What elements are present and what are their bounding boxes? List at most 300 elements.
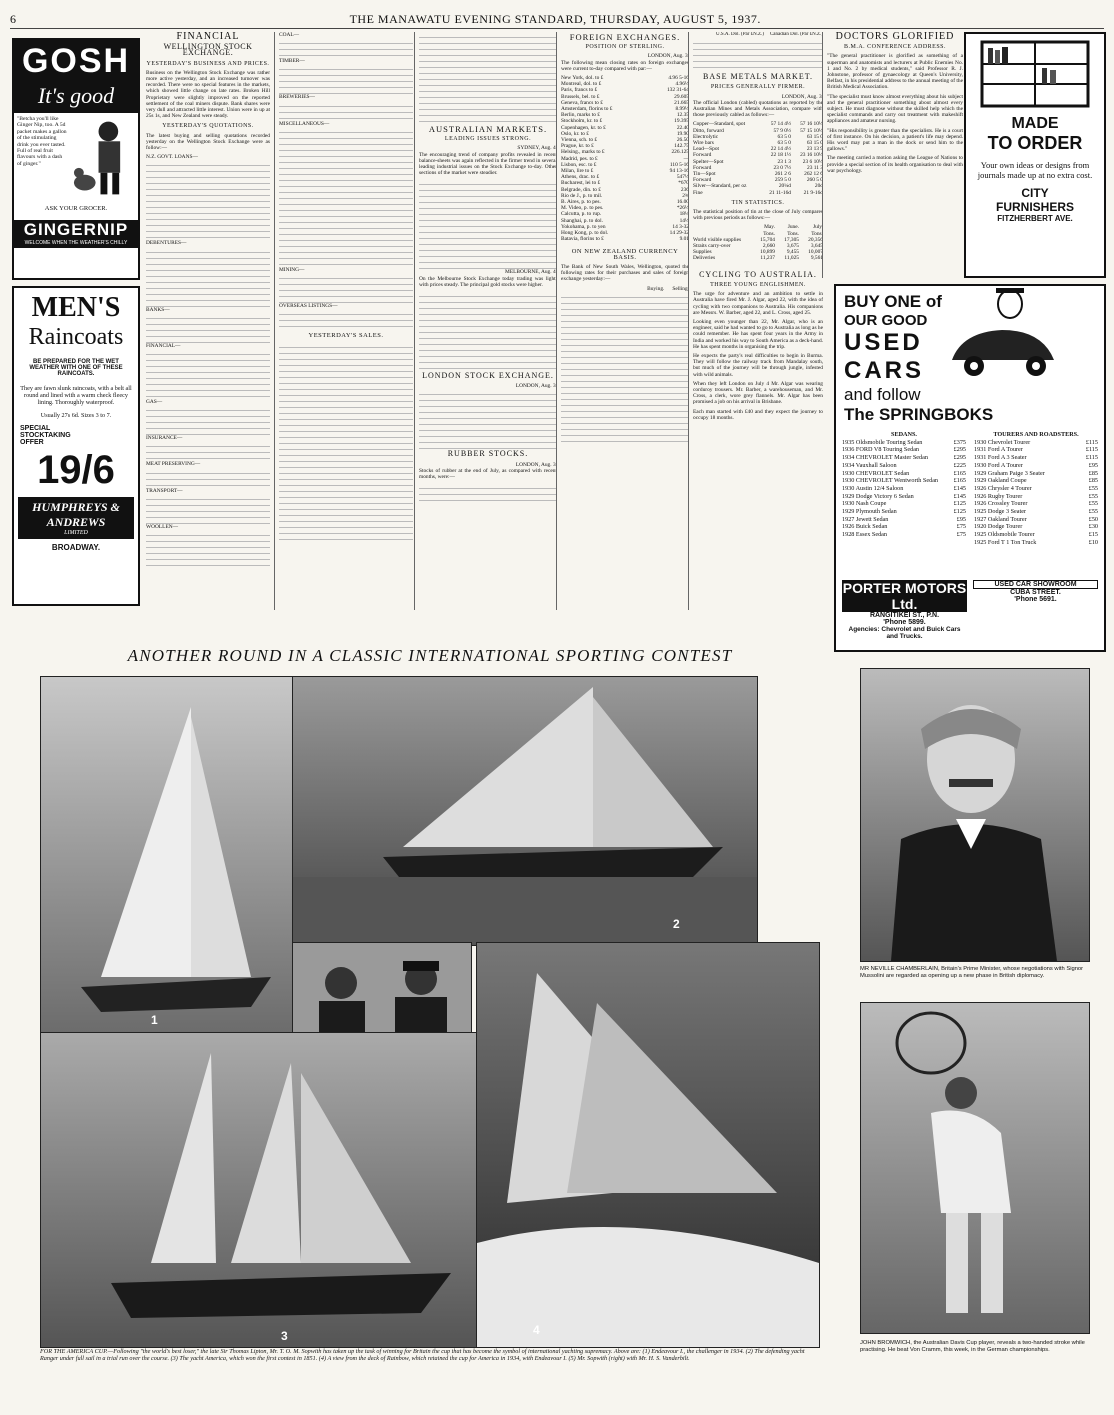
exchange-place: Stockholm, kr. to £ [561, 118, 603, 125]
car-price: £125 [953, 508, 966, 516]
photo-bromwich [860, 1002, 1090, 1334]
melbourne-dateline: MELBOURNE, Aug. 4. [505, 269, 557, 276]
car-row [974, 493, 1098, 501]
quotation-section: BANKS— [146, 306, 170, 313]
metal-jul30: 21 11-16d [769, 189, 791, 196]
base-metals-subtitle: PRICES GENERALLY FIRMER. [710, 84, 806, 91]
quotation-section: MISCELLANEOUS— [279, 120, 330, 127]
quotation-section: TRANSPORT— [146, 487, 183, 494]
foreign-intro: The following mean closing rates on foreign exchanges were current to-day compared with par:— [561, 59, 689, 72]
exchange-rate: 236 [680, 186, 689, 193]
exchange-place: Batavia, florins to £ [561, 236, 604, 243]
tin-value: 11,025 [784, 255, 799, 262]
gosh-body: "Betcha you'll like Ginger Nip, too. A 5d packet makes a gallon of the stimulating drink you ever tasted. Full of real fruit flavours with a dash of ginger." [17, 116, 67, 167]
car-price: £125 [953, 500, 966, 508]
dealer-address: RANGITIKEI ST., P.N. [869, 612, 940, 619]
quotation-section: MINING— [279, 266, 305, 273]
car-name: 1930 Austin 12/4 Saloon [842, 484, 904, 492]
tin-statistics-text: The statistical position of tin at the close of July compares with previous periods as follows:— [693, 209, 823, 222]
metal-name: Forward [693, 164, 712, 171]
metal-jul30: 57 9 0½ [773, 127, 791, 134]
rubber-stocks-title: RUBBER STOCKS. [447, 449, 529, 459]
nz-currency-text: The Bank of New South Wales, Wellington, quoted the following rates for their purchases and sales of foreign exchange yesterday:— [561, 263, 689, 283]
metal-aug3: 23 13 9 [806, 146, 823, 153]
metal-jul30: 23 0 7½ [773, 164, 791, 171]
shop-limited: LIMITED [64, 530, 88, 536]
rubber-dateline: LONDON, Aug. 3. [515, 461, 557, 468]
car-row [974, 477, 1098, 485]
base-metals-title: BASE METALS MARKET. [703, 72, 813, 82]
exchange-place: Yokohama, p. to yen [561, 223, 606, 230]
car-row [974, 462, 1098, 470]
cars-line-2: OUR GOOD [844, 312, 928, 329]
car-price: £50 [1088, 515, 1098, 523]
tin-col-header: July. Tons. [811, 224, 823, 237]
metal-name: Lead—Spot [693, 146, 720, 153]
stock-exchange-intro: Business on the Wellington Stock Exchange was rather more active yesterday, and an increased turnover was recorded. There were no special features in the markets, which showed little change on late rates. Broken Hill Proprietary were slightly improved on the reported settlement of the coal miners dispute. Bank shares were very dull and attracted little interest. Union were in up at 25s 1s, and New Zealand were steady. [146, 69, 270, 120]
boy-with-dog-illustration [71, 113, 138, 203]
photo-rainbow-deck [476, 942, 820, 1348]
car-price: £295 [953, 446, 966, 454]
quotations-note: The latest buying and selling quotations recorded yesterday on the Wellington Stock Exchange were as follow:— [146, 132, 270, 152]
car-price: £115 [1085, 454, 1098, 462]
exchange-rate: 4.96½ [675, 81, 689, 88]
shop-street: BROADWAY. [51, 543, 101, 552]
metal-jul30: 20¼d [778, 183, 791, 190]
tin-header-spacer [693, 224, 751, 236]
raincoats-desc: They are fawn slunk raincoats, with a belt all round and lined with a warm check fleecy lining. Thoroughly waterproof. [20, 385, 132, 406]
quotation-section: OVERSEAS LISTINGS— [279, 303, 338, 310]
tin-value: 2,660 [762, 243, 775, 250]
rubber-text: Stocks of rubber at the end of July, as compared with recent months, were:— [419, 467, 557, 481]
tin-value: 10,899 [760, 249, 775, 256]
stock-exchange-subtitle: YESTERDAY'S BUSINESS AND PRICES. [146, 60, 270, 67]
tin-col-header: May. Tons. [763, 224, 775, 237]
cycling-paragraph: The urge for adventure and an ambition to settle in Australia have fired Mr. J. Algar, aged 22, with the idea of cycling with two companions to Australia. His companions are Messrs. W. Barber, aged 22, and L. Cross, aged 25. [693, 291, 823, 316]
exchange-place: New York, dol. to £ [561, 75, 604, 82]
car-row [842, 439, 966, 447]
cars-line-4: CARS [844, 357, 925, 384]
metals-table [693, 121, 823, 195]
exchange-rate: — [683, 155, 689, 162]
furnishers-headline-2: TO ORDER [987, 133, 1083, 153]
bookcase-illustration [972, 38, 1098, 110]
tin-statistics-title: TIN STATISTICS. [731, 199, 785, 206]
metal-jul30: 22 18 1½ [770, 152, 791, 159]
springbok-driver-illustration [942, 286, 1062, 382]
gosh-footer: ASK YOUR GROCER. [44, 205, 108, 212]
furnishers-ad [964, 32, 1106, 278]
car-name: 1936 FORD V8 Touring Sedan [842, 446, 920, 454]
car-price: £95 [956, 515, 966, 523]
quotation-section: DEBENTURES— [146, 240, 187, 247]
financial-header: FINANCIAL [176, 32, 240, 42]
metal-name: Forward [693, 152, 712, 159]
raincoats-price: 19/6 [37, 448, 115, 492]
car-name: 1929 Dodge Victory 6 Sedan [842, 492, 914, 500]
tin-table [693, 224, 823, 261]
tin-value: 9,561 [810, 255, 823, 262]
tin-value: 20,356 [808, 236, 823, 243]
quotations-column-2 [274, 32, 413, 610]
car-price: £75 [956, 523, 966, 531]
sales-title: YESTERDAY'S SALES. [308, 332, 384, 340]
exchange-rate: 29.605 [674, 93, 689, 100]
car-row [974, 446, 1098, 454]
car-name: 1929 Oakland Coupe [974, 477, 1027, 485]
foreign-exchanges-column [556, 32, 689, 610]
tourers-title: TOURERS AND ROADSTERS. [993, 431, 1079, 438]
car-row [842, 470, 966, 478]
exchange-place: Milan, lire to £ [561, 168, 594, 175]
car-price: £115 [1085, 438, 1098, 446]
sydney-dateline: SYDNEY, Aug. 4. [517, 145, 557, 152]
usa-dollar-header: U.S.A. Dol. (Par £N.Z.) [716, 32, 764, 37]
financial-column [146, 32, 270, 610]
humphreys-andrews-logo [18, 497, 134, 539]
shop-name: HUMPHREYS & ANDREWS [32, 500, 120, 529]
car-row [842, 454, 966, 462]
foreign-dateline: LONDON, Aug. 3. [647, 53, 689, 60]
metal-aug3: 57 15 10½ [800, 127, 823, 134]
photo-label: 1 [151, 1013, 158, 1027]
exchange-place: Rio de J., p. to mil. [561, 192, 603, 199]
tin-value: 11,237 [760, 255, 775, 262]
tourers-list [974, 439, 1098, 547]
car-name: 1926 Crossley Tourer [974, 500, 1028, 508]
car-price: £295 [953, 454, 966, 462]
exchange-rate: 2¾ [682, 192, 689, 199]
gosh-ad [12, 38, 140, 280]
metal-aug3: 57 16 10½ [800, 121, 823, 128]
metal-aug3: 23 6 10½ [802, 158, 823, 165]
photo-chamberlain [860, 668, 1090, 962]
nz-col-buying: Buying. [647, 285, 665, 292]
tin-label: Supplies [693, 249, 712, 256]
exchange-place: B. Aires, p. to pes. [561, 199, 601, 206]
car-name: 1930 Ford A Tourer [974, 461, 1023, 469]
car-name: 1929 Plymouth Sedan [842, 508, 897, 516]
car-row [974, 516, 1098, 524]
page-number: 6 [10, 11, 17, 26]
metal-row [693, 190, 823, 196]
exchange-place: Bucharest, lei to £ [561, 180, 601, 187]
exchange-place: Geneva, francs to £ [561, 99, 603, 106]
exchange-place: Brussels, bel. to £ [561, 93, 600, 100]
feature-caption: FOR THE AMERICA CUP.—Following "the world's best loser," the late Sir Thomas Lipton, Mr. T. O. M. Sopwith has taken up the task of winning for Britain the cup that has become the symbol of international yachting supremacy. Above are: (1) Endeavour I., the challenger in 1934. (2) The defending yacht Ranger under full sail in a trial run over the course. (3) The yacht America, which won the first contest in 1851. (4) A view from the deck of Rainbow, which retained the cup for America in 1934, with Endeavour I. (5) Mr. Sopwith (right) with Mr. H. S. Vanderbilt. [40, 1348, 805, 1363]
metal-jul30: 22 14 4½ [770, 146, 791, 153]
exchange-rate: 110 5-16 [669, 161, 689, 168]
car-name: 1925 Ford T 1 Ton Truck [974, 538, 1037, 546]
car-row [974, 454, 1098, 462]
metal-jul30: 261 2 6 [774, 171, 791, 178]
exchange-place: Hong Kong, p. to dol. [561, 230, 609, 237]
exchange-place: Shanghai, p. to dol. [561, 217, 603, 224]
car-row [974, 539, 1098, 547]
car-name: 1931 Ford A Tourer [974, 446, 1023, 454]
tin-value: 9,455 [786, 249, 799, 256]
exchange-place: Athens, drac. to £ [561, 174, 600, 181]
exchange-rate: 9.01 [679, 236, 689, 243]
tin-value: 3,675 [786, 243, 799, 250]
car-price: £95 [1088, 461, 1098, 469]
exchange-rate: 22.40 [676, 124, 689, 131]
raincoats-title-1: MEN'S [31, 292, 121, 323]
exchange-rate: 132 31-64 [666, 87, 689, 94]
tin-label: Deliveries [693, 255, 716, 262]
car-name: 1927 Oakland Tourer [974, 515, 1027, 523]
exchange-rate: 94 13-16 [669, 168, 689, 175]
australian-markets-title: AUSTRALIAN MARKETS. [428, 124, 548, 134]
sedans-title: SEDANS. [891, 431, 917, 438]
exchange-rate: 21.665 [674, 99, 689, 106]
car-price: £145 [953, 492, 966, 500]
metal-aug3: 23 11 3 [807, 164, 823, 171]
raincoats-pitch: BE PREPARED FOR THE WET WEATHER WITH ONE OF THESE RAINCOATS. [29, 359, 123, 377]
car-row [974, 470, 1098, 478]
exchange-rate: *670 [678, 180, 689, 187]
doctors-column [822, 32, 963, 278]
photo-label: 3 [281, 1329, 288, 1343]
cycling-paragraph: Each man started with £40 and they expect the journey to occupy 18 months. [693, 408, 823, 421]
car-name: 1927 Jewett Sedan [842, 515, 889, 523]
photo-label: 4 [533, 1323, 540, 1337]
chamberlain-caption: MR NEVILLE CHAMBERLAIN, Britain's Prime Minister, whose negotiations with Signor Mussolini are regarded as opening up a new phase in British diplomacy. [860, 966, 1084, 980]
exchange-rate: 8.99½ [675, 106, 689, 113]
car-name: 1920 Dodge Tourer [974, 523, 1023, 531]
exchange-place: Calcutta, p. to rup. [561, 211, 602, 218]
sedans-list [842, 439, 966, 539]
furnishers-body: Your own ideas or designs from journals made up at no extra cost. [977, 160, 1093, 180]
used-cars-ad [834, 284, 1106, 652]
showroom-title: USED CAR SHOWROOM [973, 580, 1098, 589]
car-row [842, 516, 966, 524]
car-row [974, 485, 1098, 493]
tin-col-header: June. Tons. [787, 224, 799, 237]
car-name: 1929 Graham Paige 3 Seater [974, 469, 1045, 477]
australian-markets-subtitle: LEADING ISSUES STRONG. [444, 136, 532, 143]
car-price: £30 [1088, 523, 1098, 531]
car-name: 1934 Vauxhall Saloon [842, 461, 897, 469]
quotation-section: WOOLLEN— [146, 523, 179, 530]
metals-dateline: LONDON, Aug. 3. [781, 93, 823, 100]
car-price: £85 [1088, 469, 1098, 477]
quotation-section: INSURANCE— [146, 435, 183, 442]
car-price: £55 [1088, 492, 1098, 500]
dealer-agencies: Agencies: Chevrolet and Buick Cars and Trucks. [848, 626, 961, 640]
canada-dollar-header: Canadian Dol. (Par £N.Z.) [769, 32, 823, 37]
metal-aug3: 20d [814, 183, 823, 190]
metal-aug3: 63 15 0 [806, 140, 823, 147]
car-price: £55 [1088, 508, 1098, 516]
exchange-rate: 14 29-32 [669, 230, 689, 237]
metal-jul30: 57 14 4½ [770, 121, 791, 128]
car-row [842, 493, 966, 501]
london-exchange-title: LONDON STOCK EXCHANGE. [422, 371, 554, 381]
cycling-title: CYCLING TO AUSTRALIA. [699, 269, 817, 279]
showroom-address: CUBA STREET. [1010, 589, 1061, 596]
metal-name: Copper—Standard, spot [693, 121, 746, 128]
doctors-paragraph: The meeting carried a motion asking the League of Nations to provide a special section of its health organisation to deal with war psychology. [827, 155, 963, 174]
furnishers-headline-1: MADE [1011, 115, 1059, 132]
tin-label: Straits carry-over [693, 243, 731, 250]
photo-endeavour [40, 676, 294, 1034]
car-name: 1930 CHEVROLET Sedan [842, 469, 910, 477]
car-name: 1930 Chevrolet Tourer [974, 438, 1031, 446]
car-row [842, 446, 966, 454]
car-name: 1928 Essex Sedan [842, 531, 888, 539]
metal-aug3: 262 12 6 [804, 171, 823, 178]
car-price: £225 [953, 461, 966, 469]
gosh-brand: GOSH [14, 40, 138, 83]
newspaper-title: THE MANAWATU EVENING STANDARD, THURSDAY, AUGUST 5, 1937. [349, 11, 761, 26]
exchange-place: Berlin, marks to £ [561, 112, 600, 119]
car-price: £115 [1085, 446, 1098, 454]
car-row [842, 523, 966, 531]
metal-name: Wire bars [693, 140, 714, 147]
raincoats-ad [12, 286, 140, 606]
metal-jul30: 259 5 0 [774, 177, 791, 184]
exchange-rate: 142.75 [674, 143, 689, 150]
quotation-section: COAL— [279, 32, 300, 38]
car-price: £15 [1088, 531, 1098, 539]
markets-column [414, 32, 557, 610]
car-price: £165 [953, 469, 966, 477]
quotation-section: FINANCIAL— [146, 342, 181, 349]
cycling-paragraph: He expects the party's real difficulties to begin in Burma. They will follow the railway track from Mandalay south, but much of the journey will be through jungle, infested with wild animals. [693, 352, 823, 378]
exchange-row [561, 236, 689, 242]
car-row [842, 462, 966, 470]
car-row [974, 439, 1098, 447]
car-row [842, 531, 966, 539]
car-price: £55 [1088, 484, 1098, 492]
masthead [10, 10, 1104, 29]
car-name: 1926 Rugby Tourer [974, 492, 1023, 500]
quotation-section: MEAT PRESERVING— [146, 461, 201, 468]
car-row [974, 500, 1098, 508]
exchange-place: M. Video, p. to pes. [561, 205, 604, 212]
exchange-place: Madrid, pes. to £ [561, 155, 598, 162]
furnishers-address: FITZHERBERT AVE. [997, 214, 1073, 223]
quotation-sections [146, 154, 270, 570]
melbourne-report: On the Melbourne Stock Exchange today trading was light, with prices steady. The principal gold stocks were higher. [419, 275, 557, 288]
car-row [974, 523, 1098, 531]
dealer-name: PORTER MOTORS Ltd. [842, 580, 967, 612]
tin-value: 3,645 [810, 243, 823, 250]
doctors-paragraph: "The general practitioner is glorified as something of a superman and anatomists and lecturers at Public Enemies No. 1 and No. 2 by medical students," said Professor R. J. Johnstone, professor of gynaecology at Queen's University, Belfast, in his presidential address to the annual meeting of the British Medical Association. [827, 53, 963, 91]
exchange-rate: 19.395 [674, 118, 689, 125]
dealer-phone: 'Phone 5899. [883, 619, 926, 626]
metal-jul30: 63 5 0 [777, 140, 791, 147]
cycling-subtitle: THREE YOUNG ENGLISHMEN. [710, 281, 806, 288]
exchange-rate: 19.90 [676, 130, 689, 137]
car-row [974, 508, 1098, 516]
exchange-place: Vienna, sch. to £ [561, 137, 598, 144]
exchange-place: Belgrade, din. to £ [561, 186, 601, 193]
quotation-section: TIMBER— [279, 58, 305, 65]
exchange-place: Helsing., marks to £ [561, 149, 605, 156]
photo-label: 2 [673, 917, 680, 931]
metal-name: Ditto, forward [693, 127, 724, 134]
stock-exchange-title: WELLINGTON STOCK EXCHANGE. [163, 42, 253, 58]
exchange-place: Amsterdam, florins to £ [561, 106, 613, 113]
exchange-rate: *26½ [676, 205, 689, 212]
cars-line-6: The SPRINGBOKS [844, 405, 994, 424]
gosh-tagline: It's good [14, 83, 138, 113]
feature-headline: ANOTHER ROUND IN A CLASSIC INTERNATIONAL SPORTING CONTEST [127, 646, 733, 665]
metal-jul30: 23 1 3 [777, 158, 791, 165]
metal-aug3: 63 15 0 [806, 133, 823, 140]
metal-aug3: 23 16 10½ [800, 152, 823, 159]
metal-name: Fine [693, 189, 703, 196]
tin-value: 17,305 [784, 236, 799, 243]
car-name: 1926 Buick Sedan [842, 523, 888, 531]
exchange-rate: 4.96 5-16 [668, 75, 689, 82]
quotation-section: N.Z. GOVT. LOANS— [146, 154, 198, 161]
doctors-title: DOCTORS GLORIFIED [835, 32, 955, 42]
raincoats-usual-price: Usually 27s 6d. Sizes 3 to 7. [40, 412, 112, 419]
exchange-place: Prague, kr. to £ [561, 143, 594, 150]
gingernip-tagline: WELCOME WHEN THE WEATHER'S CHILLY [14, 240, 138, 248]
cycling-paragraph: Looking even younger than 22, Mr. Algar, who is an engineer, said he had wanted to go to Australia as long as he could remember. He has spent four years in the Army in India and worked his way to South America as a deck-hand. He has spent months in organising the trip. [693, 318, 823, 350]
car-name: 1925 Dodge 3 Seater [974, 508, 1027, 516]
london-dateline: LONDON, Aug. 3. [515, 383, 557, 390]
exchange-place: Paris, francs to £ [561, 87, 598, 94]
tin-header [693, 224, 823, 236]
car-name: 1925 Oldsmobile Tourer [974, 531, 1035, 539]
metal-aug3: 21 9-16d [803, 189, 823, 196]
car-price: £85 [1088, 477, 1098, 485]
tin-value: 15,704 [760, 236, 775, 243]
metal-name: Electrolytic [693, 133, 719, 140]
gingernip-product: GINGERNIP [14, 220, 138, 240]
tin-label: World visible supplies [693, 236, 742, 243]
exchange-rate: 547½ [676, 174, 689, 181]
exchange-place: Montreal, dol. to £ [561, 81, 602, 88]
metal-name: Forward [693, 177, 712, 184]
quotations-title: YESTERDAY'S QUOTATIONS. [162, 123, 254, 130]
exchange-rate: 18¼ [679, 211, 689, 218]
metals-intro: The official London (cabled) quotations as reported by the Australian Mines and Metals Association, compare with those previously cabled as follows:— [693, 99, 823, 119]
exchange-place: Lisbon, esc. to £ [561, 161, 597, 168]
raincoats-title-2: Raincoats [28, 324, 124, 350]
car-row [842, 508, 966, 516]
doctors-paragraph: "His responsibility is greater than the specialists. He is a court of first instance. On his decision, a patient's life may depend. His word may put a man in the dock or send him to the gallows." [827, 127, 963, 153]
cycling-paragraph: When they left London on July 4 Mr. Algar was wearing corduroy trousers. Mr. Barber, a warehouseman, and Mr. Cross, a clerk, wore grey flannels. Mr. Algar has been promised a job on his arrival in Brisbane. [693, 380, 823, 406]
furnishers-name-1: CITY [1021, 186, 1049, 200]
metal-name: Spelter—Spot [693, 158, 724, 165]
car-price: £145 [953, 484, 966, 492]
car-price: £55 [1088, 500, 1098, 508]
tin-value: 10,007 [808, 249, 823, 256]
doctors-paragraph: "The specialist must know almost everything about his subject and the general practitioner something about almost every subject. He must diagnose without the skilled help which the specialist commands and carry out treatment with makeshift appliances and amateur nursing. [827, 93, 963, 125]
furnishers-name-2: FURNISHERS [995, 200, 1074, 214]
car-name: 1935 Oldsmobile Touring Sedan [842, 438, 923, 446]
car-row [842, 485, 966, 493]
photo-america [40, 1032, 480, 1348]
doctors-subtitle: B.M.A. CONFERENCE ADDRESS. [843, 44, 946, 51]
exchange-place: Copenhagen, kr. to £ [561, 124, 606, 131]
exchange-rate: 12.35 [676, 112, 689, 119]
nz-currency-title: ON NEW ZEALAND CURRENCY BASIS. [571, 247, 679, 261]
tin-row [693, 255, 823, 261]
car-name: 1926 Chrysler 4 Tourer [974, 484, 1032, 492]
car-price: £10 [1088, 538, 1098, 546]
car-row [974, 531, 1098, 539]
metal-jul30: 63 5 0 [777, 133, 791, 140]
foreign-exchanges-subtitle: POSITION OF STERLING. [585, 44, 665, 51]
car-price: £165 [953, 477, 966, 485]
